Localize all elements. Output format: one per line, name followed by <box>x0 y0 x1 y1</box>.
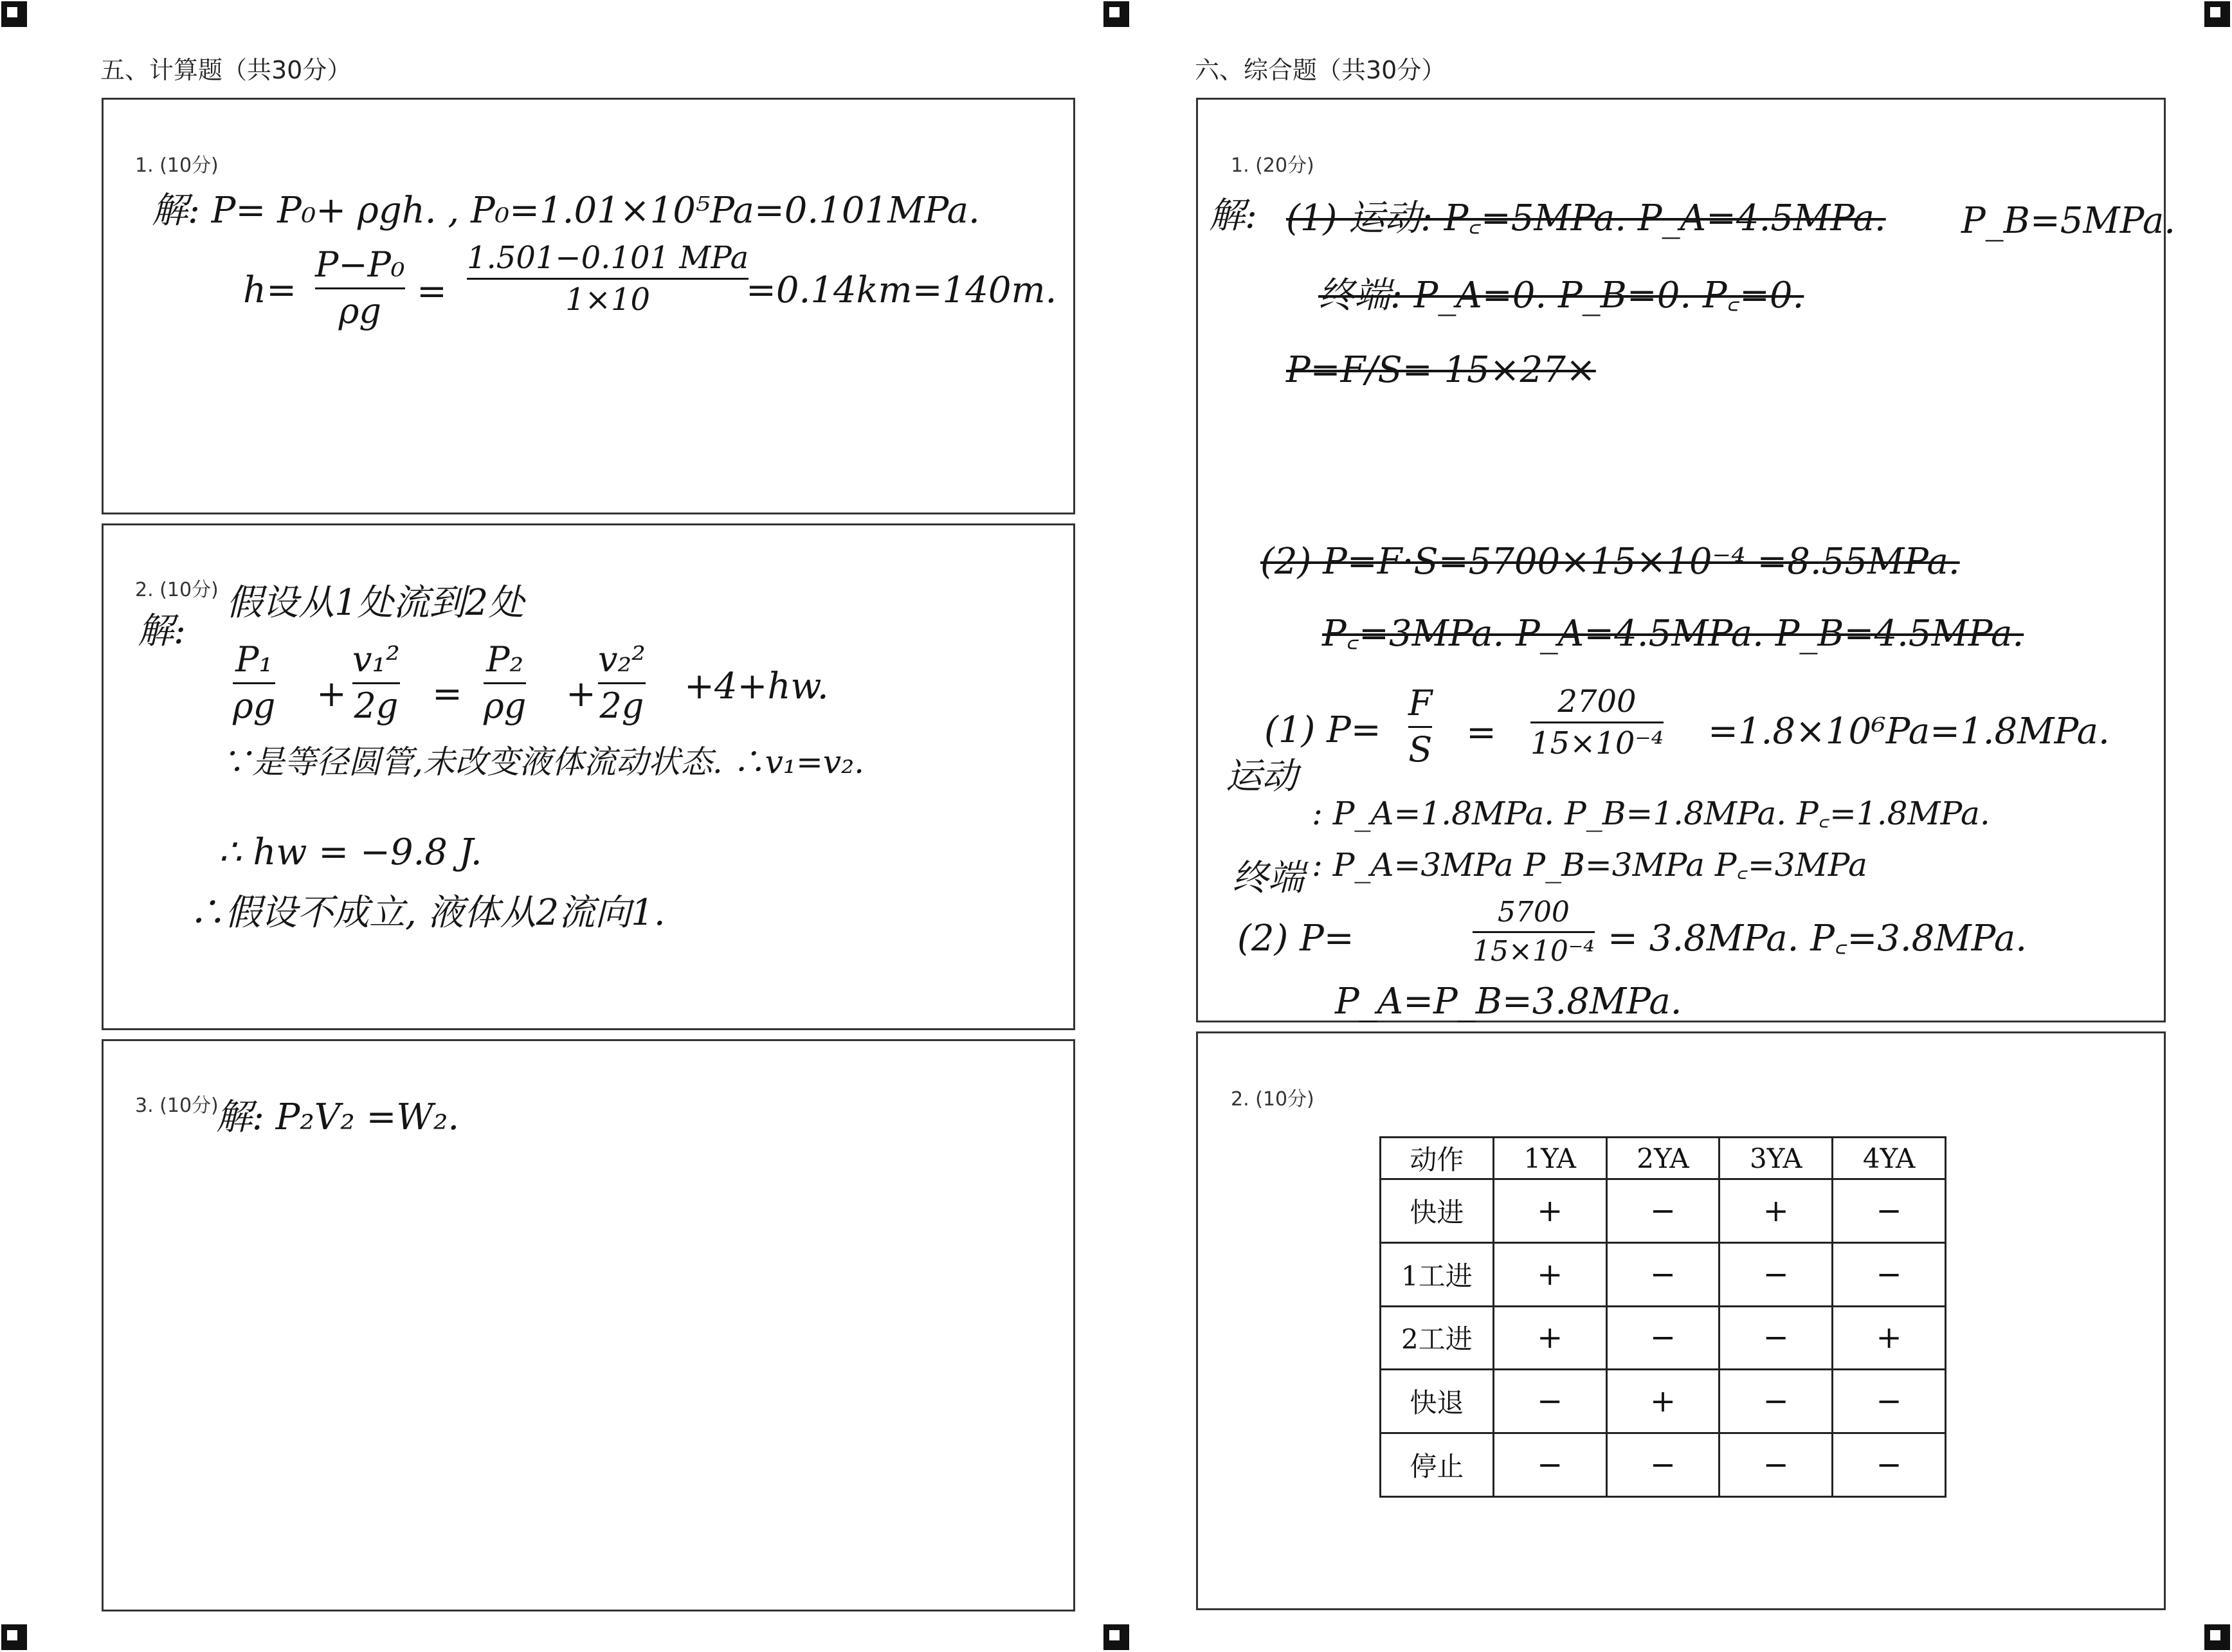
table-cell: − <box>1493 1370 1606 1433</box>
fraction-bar <box>467 278 749 280</box>
denominator: 2g <box>599 685 644 726</box>
registration-marker <box>1103 1624 1129 1650</box>
handwritten-line: + <box>566 673 596 715</box>
numerator: v₁² <box>352 639 400 680</box>
registration-marker <box>1103 1 1129 27</box>
handwritten-line: ∵是等径圆管,未改变液体流动状态. ∴v₁=v₂. <box>220 743 865 781</box>
table-row <box>1381 1306 1946 1370</box>
registration-marker <box>2204 1624 2230 1650</box>
row-label: 快退 <box>1381 1370 1494 1433</box>
denominator: ρg <box>338 290 381 331</box>
column-header: 4YA <box>1833 1138 1946 1179</box>
numerator: P−P₀ <box>315 244 405 285</box>
fraction <box>1408 685 1432 768</box>
section-title-calculation: 五、计算题（共30分） <box>100 56 352 84</box>
table-cell: + <box>1719 1179 1833 1243</box>
fraction-bar <box>315 287 405 289</box>
fraction <box>233 639 276 726</box>
fraction <box>467 242 749 316</box>
table-cell: − <box>1606 1242 1719 1306</box>
handwritten-line: 终端 <box>1232 857 1304 899</box>
table-cell: − <box>1719 1242 1833 1306</box>
handwritten-line: : P_A=1.8MPa. P_B=1.8MPa. P꜀=1.8MPa. <box>1312 795 1990 832</box>
table-cell: − <box>1833 1242 1946 1306</box>
question-label: 2. (10分) <box>1231 1088 1314 1111</box>
column-header: 3YA <box>1719 1138 1833 1179</box>
table-row <box>1381 1433 1946 1497</box>
denominator: 15×10⁻⁴ <box>1530 725 1664 762</box>
handwritten-line: 解: P₂V₂ =W₂. <box>216 1096 460 1138</box>
column-header: 1YA <box>1493 1138 1606 1179</box>
handwritten-line: +4+hw. <box>684 666 829 707</box>
table-cell: + <box>1493 1242 1606 1306</box>
table-cell: + <box>1493 1306 1606 1370</box>
registration-marker <box>1 1 27 27</box>
fraction-bar <box>484 682 526 684</box>
handwritten-line: 解: <box>138 610 186 652</box>
row-label: 快进 <box>1381 1179 1494 1243</box>
row-label: 停止 <box>1381 1433 1494 1497</box>
denominator: 15×10⁻⁴ <box>1473 935 1595 968</box>
table-cell: − <box>1719 1370 1833 1433</box>
handwritten-line: = <box>432 673 462 715</box>
handwritten-line: = <box>417 271 447 313</box>
fraction <box>484 639 527 726</box>
column-header: 2YA <box>1606 1138 1719 1179</box>
denominator: ρg <box>484 685 527 726</box>
denominator: 1×10 <box>565 282 651 318</box>
table-cell: + <box>1833 1306 1946 1370</box>
table-cell: − <box>1606 1179 1719 1243</box>
numerator: 5700 <box>1497 896 1570 929</box>
handwritten-line: 解: <box>1209 195 1257 237</box>
table-row <box>1381 1242 1946 1306</box>
table-cell: − <box>1833 1179 1946 1243</box>
numerator: P₁ <box>235 639 273 680</box>
row-label: 2工进 <box>1381 1306 1494 1370</box>
table-cell: − <box>1719 1433 1833 1497</box>
numerator: P₂ <box>486 639 524 680</box>
table-cell: − <box>1606 1306 1719 1370</box>
column-header: 动作 <box>1381 1138 1494 1179</box>
handwritten-line: (1) P= <box>1264 709 1381 751</box>
handwritten-line: P_A=P_B=3.8MPa. <box>1335 981 1682 1022</box>
handwritten-line: 运动 <box>1226 756 1298 797</box>
fraction-bar <box>1408 726 1432 728</box>
handwritten-line: 解: P= P₀+ ρgh. , P₀=1.01×10⁵Pa=0.101MPa. <box>152 190 980 231</box>
fraction <box>352 639 400 726</box>
row-label: 1工进 <box>1381 1242 1494 1306</box>
numerator: F <box>1408 683 1433 723</box>
handwritten-line: = 3.8MPa. P꜀=3.8MPa. <box>1608 918 2028 959</box>
numerator: 2700 <box>1557 684 1637 720</box>
fraction-bar <box>233 682 275 684</box>
handwritten-line: ∴假设不成立, 液体从2流向1. <box>189 892 666 934</box>
table-cell: − <box>1606 1433 1719 1497</box>
registration-marker <box>2204 1 2230 27</box>
fraction-bar <box>352 682 400 684</box>
handwritten-line: ∴ hw = −9.8 J. <box>219 831 482 873</box>
struck-line: P=F/S= 15×27× <box>1286 349 1596 391</box>
question-label: 1. (10分) <box>135 154 219 177</box>
question-label: 3. (10分) <box>135 1094 219 1117</box>
denominator: S <box>1408 729 1433 770</box>
solenoid-action-table <box>1379 1136 1946 1498</box>
table-cell: − <box>1833 1370 1946 1433</box>
handwritten-line: 假设从1处流到2处 <box>226 582 525 624</box>
handwritten-line: : P_A=3MPa P_B=3MPa P꜀=3MPa <box>1312 846 1867 884</box>
handwritten-line: =1.8×10⁶Pa=1.8MPa. <box>1708 711 2110 752</box>
fraction <box>1530 685 1664 760</box>
fraction <box>598 639 646 726</box>
table-cell: + <box>1493 1179 1606 1243</box>
struck-line: 终端: P_A=0. P_B=0. P꜀=0. <box>1318 275 1804 316</box>
numerator: 1.501−0.101 MPa <box>467 240 749 276</box>
handwritten-line: =0.14km=140m. <box>746 269 1057 311</box>
numerator: v₂² <box>598 639 646 680</box>
table-cell: − <box>1493 1433 1606 1497</box>
table-cell: − <box>1719 1306 1833 1370</box>
struck-line: P꜀=3MPa. P_A=4.5MPa. P_B=4.5MPa. <box>1322 613 2024 655</box>
fraction <box>315 244 405 331</box>
fraction-bar <box>598 682 646 684</box>
table-cell: − <box>1833 1433 1946 1497</box>
handwritten-line: = <box>1466 712 1496 754</box>
struck-line: (2) P=F·S=5700×15×10⁻⁴ =8.55MPa. <box>1260 541 1960 583</box>
question-label: 2. (10分) <box>135 579 219 601</box>
handwritten-line: P_B=5MPa. <box>1961 200 2176 242</box>
section-title-comprehensive: 六、综合题（共30分） <box>1195 56 1446 84</box>
fraction-bar <box>1473 931 1595 933</box>
struck-line: (1) 运动: P꜀=5MPa. P_A=4.5MPa. <box>1286 197 1886 239</box>
denominator: ρg <box>233 685 276 726</box>
handwritten-line: h= <box>243 269 296 311</box>
table-row <box>1381 1179 1946 1243</box>
question-label: 1. (20分) <box>1231 154 1314 177</box>
table-cell: + <box>1606 1370 1719 1433</box>
fraction <box>1473 898 1595 967</box>
handwritten-line: (2) P= <box>1237 918 1354 959</box>
table-row <box>1381 1370 1946 1433</box>
table-header-row <box>1381 1138 1946 1179</box>
fraction-bar <box>1530 722 1664 723</box>
handwritten-line: + <box>316 673 347 715</box>
denominator: 2g <box>354 685 399 726</box>
registration-marker <box>1 1624 27 1650</box>
